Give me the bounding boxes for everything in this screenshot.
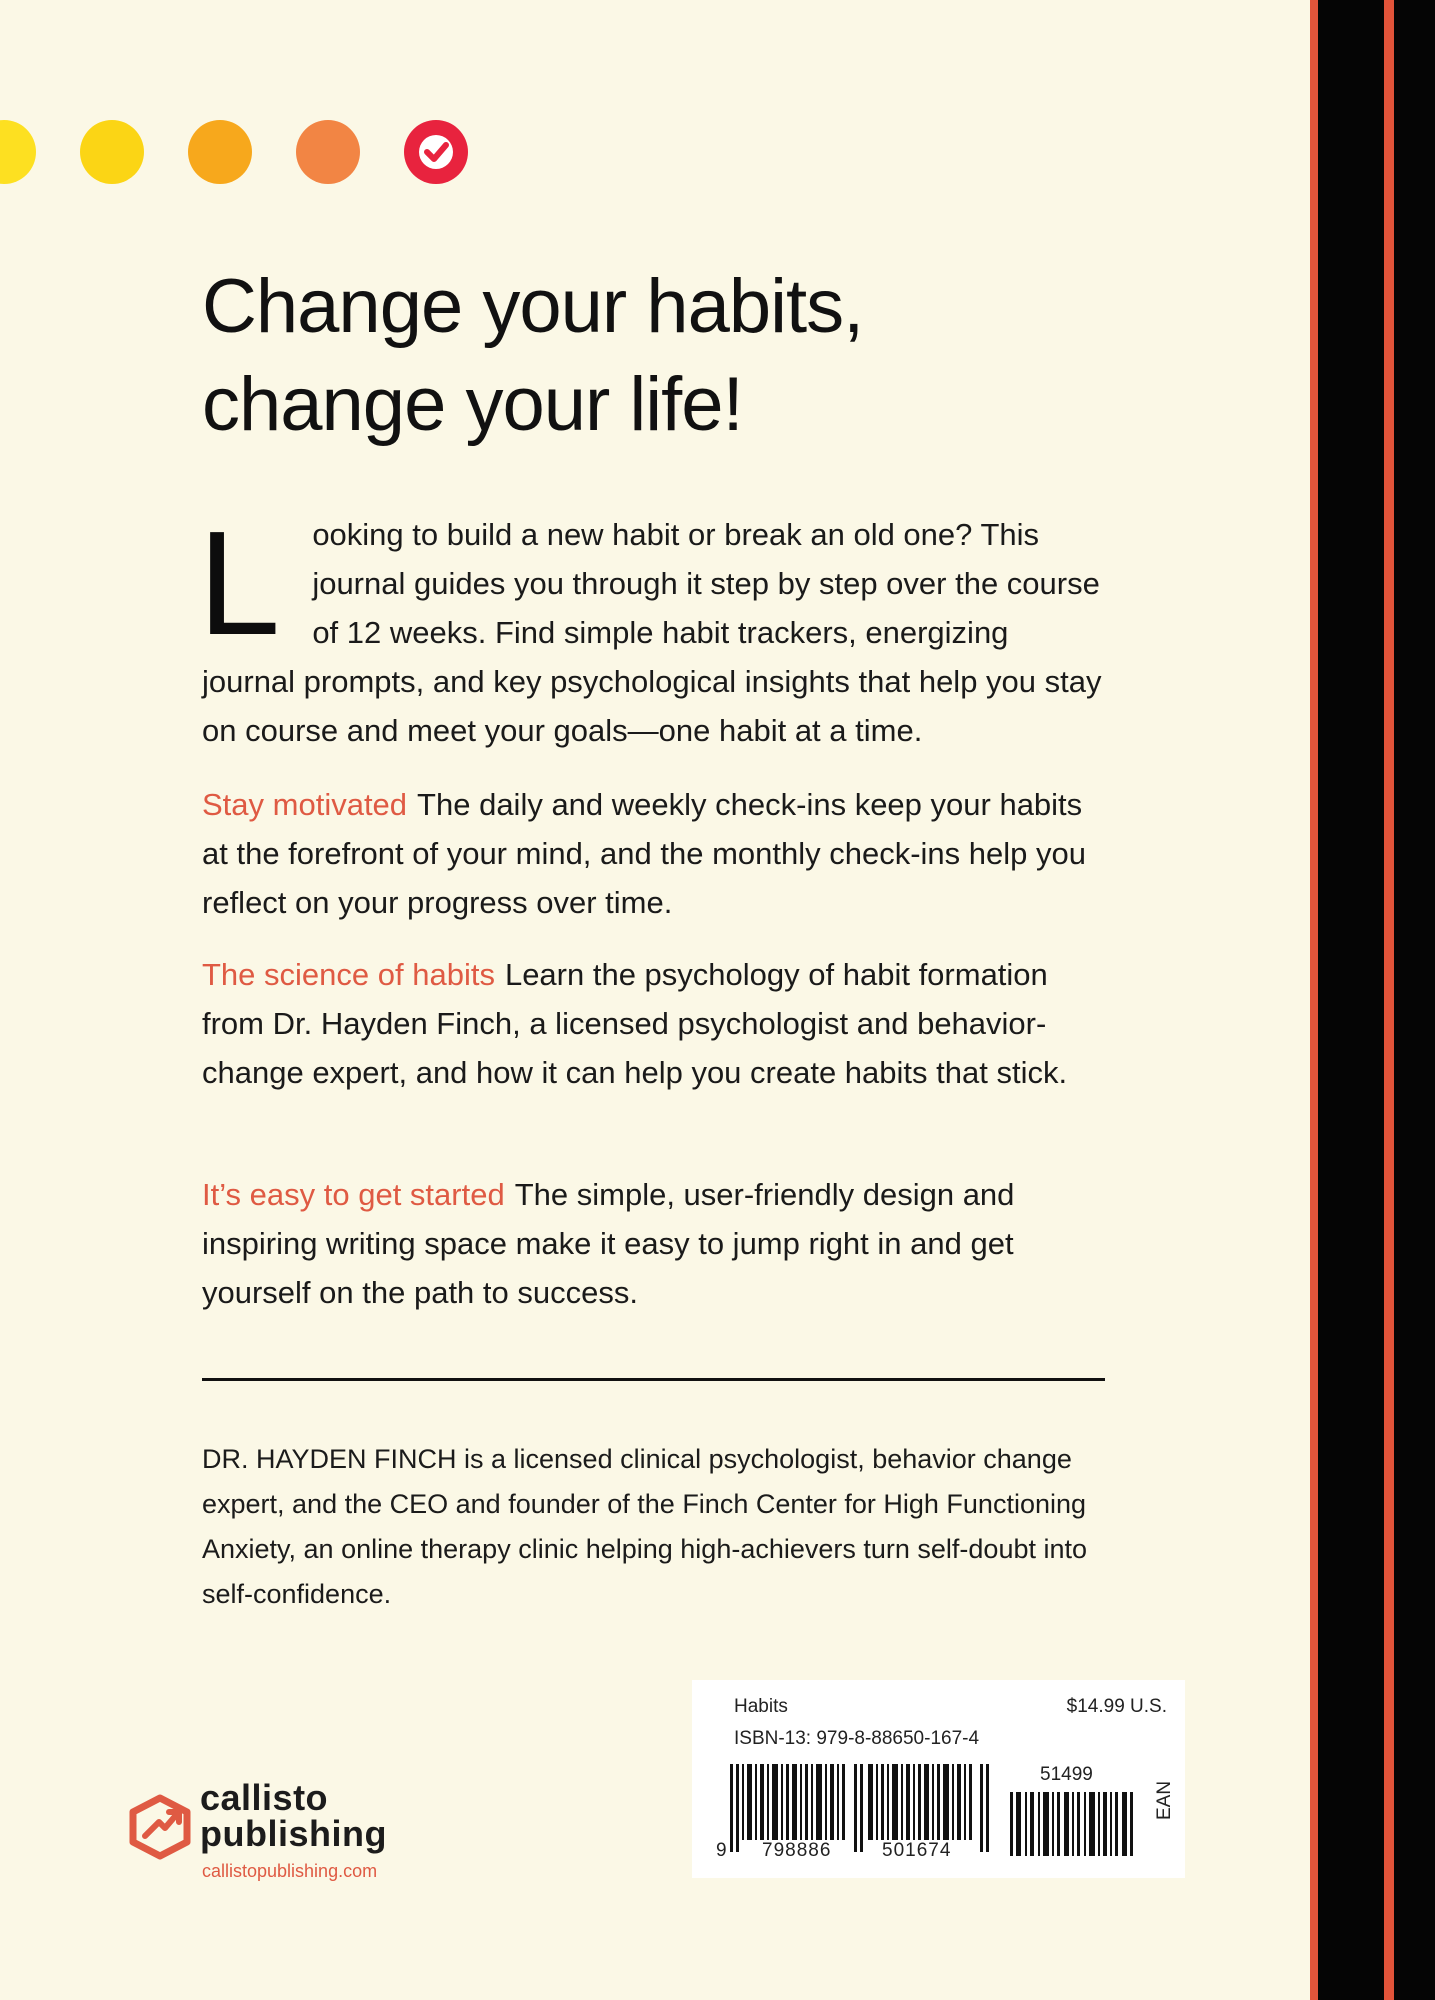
barcode-panel xyxy=(692,1680,1185,1878)
intro-paragraph xyxy=(198,501,1107,755)
progress-dot-5-checked xyxy=(404,120,468,184)
section-text: The daily and weekly check-ins keep your habits at the forefront of your mind, and the monthly check-ins help you reflect on your progress over time. xyxy=(202,787,1086,920)
addon-number: 51499 xyxy=(1040,1764,1093,1785)
drop-cap: L xyxy=(198,501,281,666)
spine-band-black xyxy=(1318,0,1384,2000)
barcode-digits-left: 798886 xyxy=(762,1840,832,1861)
publisher-logo xyxy=(125,1777,455,1882)
intro-text: ooking to build a new habit or break an old one? This journal guides you through it step by step over the course of 12 weeks. Find simple habit trackers, energizing journal prompts, and key psychological insights that help you stay on course and meet your goals—one habit at a time. xyxy=(202,517,1102,748)
spine-edge xyxy=(1394,0,1435,2000)
section-text: Learn the psychology of habit formation from Dr. Hayden Finch, a licensed psychologist and behavior-change expert, and how it can help you create habits that stick. xyxy=(202,957,1068,1090)
isbn: ISBN-13: 979-8-88650-167-4 xyxy=(734,1728,980,1749)
section-science-of-habits xyxy=(202,950,1107,1097)
section-easy-to-start xyxy=(202,1170,1107,1317)
barcode-addon xyxy=(1010,1792,1136,1856)
spine-stripe-red-2 xyxy=(1384,0,1394,2000)
divider xyxy=(202,1378,1105,1381)
spine-stripe-red xyxy=(1310,0,1318,2000)
section-stay-motivated xyxy=(202,780,1107,927)
author-bio: DR. HAYDEN FINCH is a licensed clinical psychologist, behavior change expert, and the CEO and founder of the Finch Center for High Functioning Anxiety, an online therapy clinic helping high-achievers turn self-doubt into self-confidence. xyxy=(202,1444,1088,1609)
barcode-digits-right: 501674 xyxy=(882,1840,952,1861)
price: $14.99 U.S. xyxy=(1066,1696,1167,1717)
ean-label: EAN xyxy=(1154,1780,1175,1820)
headline: Change your habits, change your life! xyxy=(202,264,864,447)
barcode-title: Habits xyxy=(734,1696,788,1717)
publisher-name: callisto publishing xyxy=(200,1777,387,1854)
progress-dot-1 xyxy=(0,120,36,184)
check-icon xyxy=(404,120,468,184)
barcode-main xyxy=(730,1764,992,1852)
section-lead: It’s easy to get started xyxy=(202,1177,505,1212)
barcode-digit-first: 9 xyxy=(716,1840,727,1861)
callisto-logo-icon xyxy=(125,1792,195,1862)
section-text: The simple, user-friendly design and inspiring writing space make it easy to jump right in and get yourself on the path to success. xyxy=(202,1177,1015,1310)
section-lead: The science of habits xyxy=(202,957,495,992)
progress-dot-3 xyxy=(188,120,252,184)
publisher-url: callistopublishing.com xyxy=(202,1861,378,1881)
progress-dot-2 xyxy=(80,120,144,184)
progress-dot-4 xyxy=(296,120,360,184)
section-lead: Stay motivated xyxy=(202,787,408,822)
